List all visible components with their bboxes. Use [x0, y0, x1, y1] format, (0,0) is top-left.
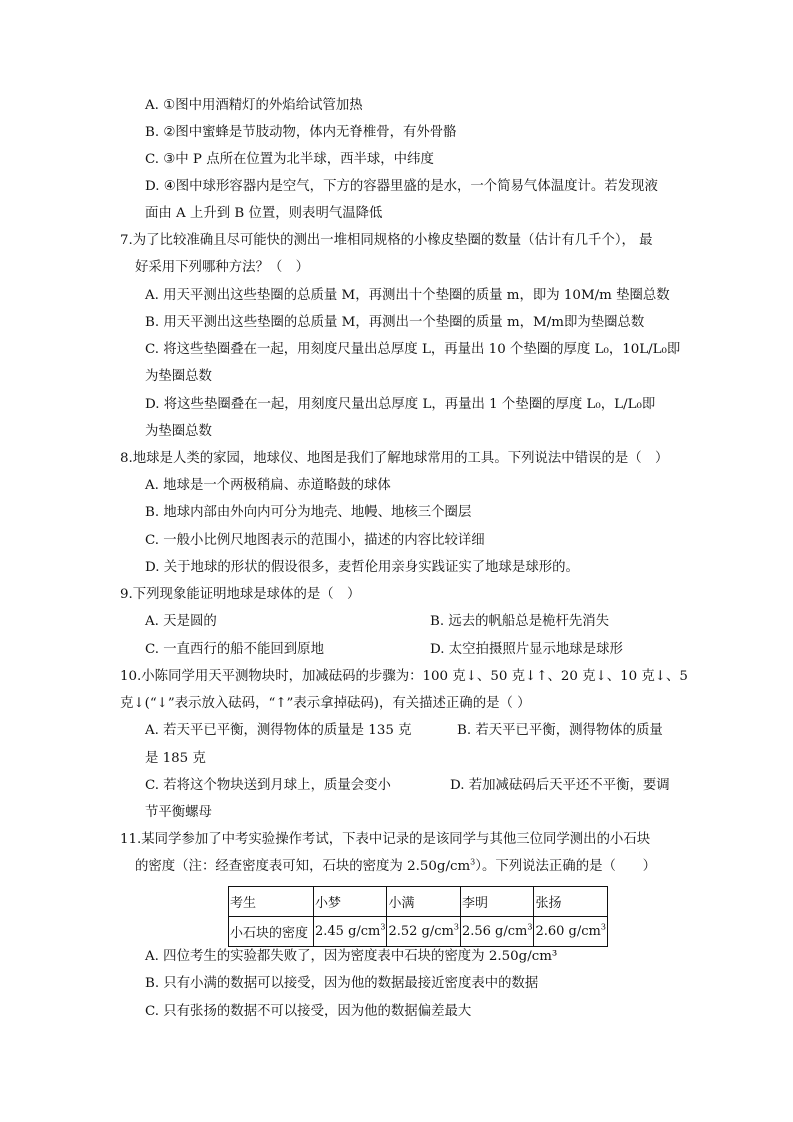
density-unit-sup: 3: [380, 922, 386, 932]
table-header-row: [229, 887, 608, 917]
q9-stem: 9.下列现象能证明地球是球体的是（ ）: [120, 587, 361, 602]
q11-stem-line1: 11.某同学参加了中考实验操作考试，下表中记录的是该同学与其他三位同学测出的小石块: [120, 832, 651, 847]
table-header-cell: 小满: [387, 887, 460, 917]
table-header-cell: 张扬: [534, 887, 607, 917]
q8-option-c: C. 一般小比例尺地图表示的范围小，描述的内容比较详细: [145, 533, 485, 548]
q9-option-c: C. 一直西行的船不能回到原地: [145, 642, 324, 657]
table-header-cell: 小梦: [314, 887, 387, 917]
table-row-label: 小石块的密度: [229, 917, 314, 947]
table-header-cell: 李明: [460, 887, 533, 917]
q7-stem-line2: 好采用下列哪种方法？（ ）: [135, 260, 310, 275]
q7-stem-line1: 7.为了比较准确且尽可能快的测出一堆相同规格的小橡皮垫圈的数量（估计有几千个）， 最: [120, 233, 653, 248]
density-unit-sup: 3: [453, 922, 459, 932]
density-value: 2.60 g/cm: [535, 924, 601, 939]
density-value: 2.52 g/cm: [388, 924, 454, 939]
q7-option-a: A. 用天平测出这些垫圈的总质量 M，再测出十个垫圈的质量 m，即为 10M/m 垫圈总数: [145, 288, 670, 303]
q6-option-b: B. ②图中蜜蜂是节肢动物，体内无脊椎骨，有外骨骼: [145, 125, 457, 140]
q11-option-c: C. 只有张扬的数据不可以接受，因为他的数据偏差最大: [145, 1004, 472, 1019]
q11-option-a: A. 四位考生的实验都失败了，因为密度表中石块的密度为 2.50g/cm³: [145, 949, 558, 964]
table-cell: [314, 917, 387, 947]
q6-option-d-line1: D. ④图中球形容器内是空气，下方的容器里盛的是水，一个简易气体温度计。若发现液: [145, 179, 658, 194]
q7-option-d-line2: 为垫圈总数: [145, 424, 212, 439]
q11-option-b: B. 只有小满的数据可以接受，因为他的数据最接近密度表中的数据: [145, 976, 539, 991]
q8-option-a: A. 地球是一个两极稍扁、赤道略鼓的球体: [145, 478, 391, 493]
q10-option-b-line1: B. 若天平已平衡，测得物体的质量: [457, 723, 663, 738]
density-value: 2.45 g/cm: [315, 924, 381, 939]
q10-stem-line2: 克↓(“↓”表示放入砝码，“↑”表示拿掉砝码)，有关描述正确的是（ ）: [120, 696, 531, 711]
q10-option-d-line1: D. 若加减砝码后天平还不平衡，要调: [450, 778, 670, 793]
q10-option-a: A. 若天平已平衡，测得物体的质量是 135 克: [145, 723, 412, 738]
table-row: [229, 917, 608, 947]
q8-option-b: B. 地球内部由外向内可分为地壳、地幔、地核三个圈层: [145, 505, 472, 520]
q10-option-d-line2: 节平衡螺母: [145, 805, 212, 820]
q8-option-d: D. 关于地球的形状的假设很多，麦哲伦用亲身实践证实了地球是球形的。: [145, 560, 579, 575]
density-unit-sup: 3: [600, 922, 606, 932]
density-value: 2.56 g/cm: [461, 924, 528, 939]
q7-option-b: B. 用天平测出这些垫圈的总质量 M，再测出一个垫圈的质量 m，M/m即为垫圈总数: [145, 315, 645, 330]
q6-option-c: C. ③中 P 点所在位置为北半球，西半球，中纬度: [145, 152, 434, 167]
table-header-cell: 考生: [229, 887, 314, 917]
q11-stem-sup: 3: [470, 857, 476, 867]
q6-option-d-line2: 面由 A 上升到 B 位置，则表明气温降低: [145, 206, 383, 221]
q10-stem-line1: 10.小陈同学用天平测物块时，加减砝码的步骤为：100 克↓、50 克↓↑、20 克↓、10 克↓、5: [120, 669, 688, 684]
q11-stem-line2-post: ）。下列说法正确的是（ ）: [475, 859, 657, 874]
q10-option-b-line2: 是 185 克: [145, 751, 206, 766]
q9-option-a: A. 天是圆的: [145, 614, 217, 629]
q11-stem-line2: [135, 858, 656, 876]
q10-option-c: C. 若将这个物块送到月球上，质量会变小: [145, 778, 391, 793]
table-cell: [387, 917, 460, 947]
q9-option-d: D. 太空拍摄照片显示地球是球形: [430, 642, 623, 657]
density-unit-sup: 3: [527, 922, 533, 932]
q6-option-a: A. ①图中用酒精灯的外焰给试管加热: [145, 98, 363, 113]
q9-option-b: B. 远去的帆船总是桅杆先消失: [430, 614, 610, 629]
q7-option-d-line1: D. 将这些垫圈叠在一起，用刻度尺量出总厚度 L，再量出 1 个垫圈的厚度 L₀，L/L₀即: [145, 397, 656, 412]
table-cell: [534, 917, 607, 947]
q8-stem: 8.地球是人类的家园，地球仪、地图是我们了解地球常用的工具。下列说法中错误的是（ ）: [120, 451, 669, 466]
q11-stem-line2-pre: 的密度（注：经查密度表可知，石块的密度为 2.50g/cm: [135, 859, 471, 874]
table-cell: [460, 917, 533, 947]
q7-option-c-line1: C. 将这些垫圈叠在一起，用刻度尺量出总厚度 L，再量出 10 个垫圈的厚度 L₀，10L/L₀即: [145, 342, 681, 357]
q7-option-c-line2: 为垫圈总数: [145, 369, 212, 384]
density-table: [228, 886, 608, 947]
